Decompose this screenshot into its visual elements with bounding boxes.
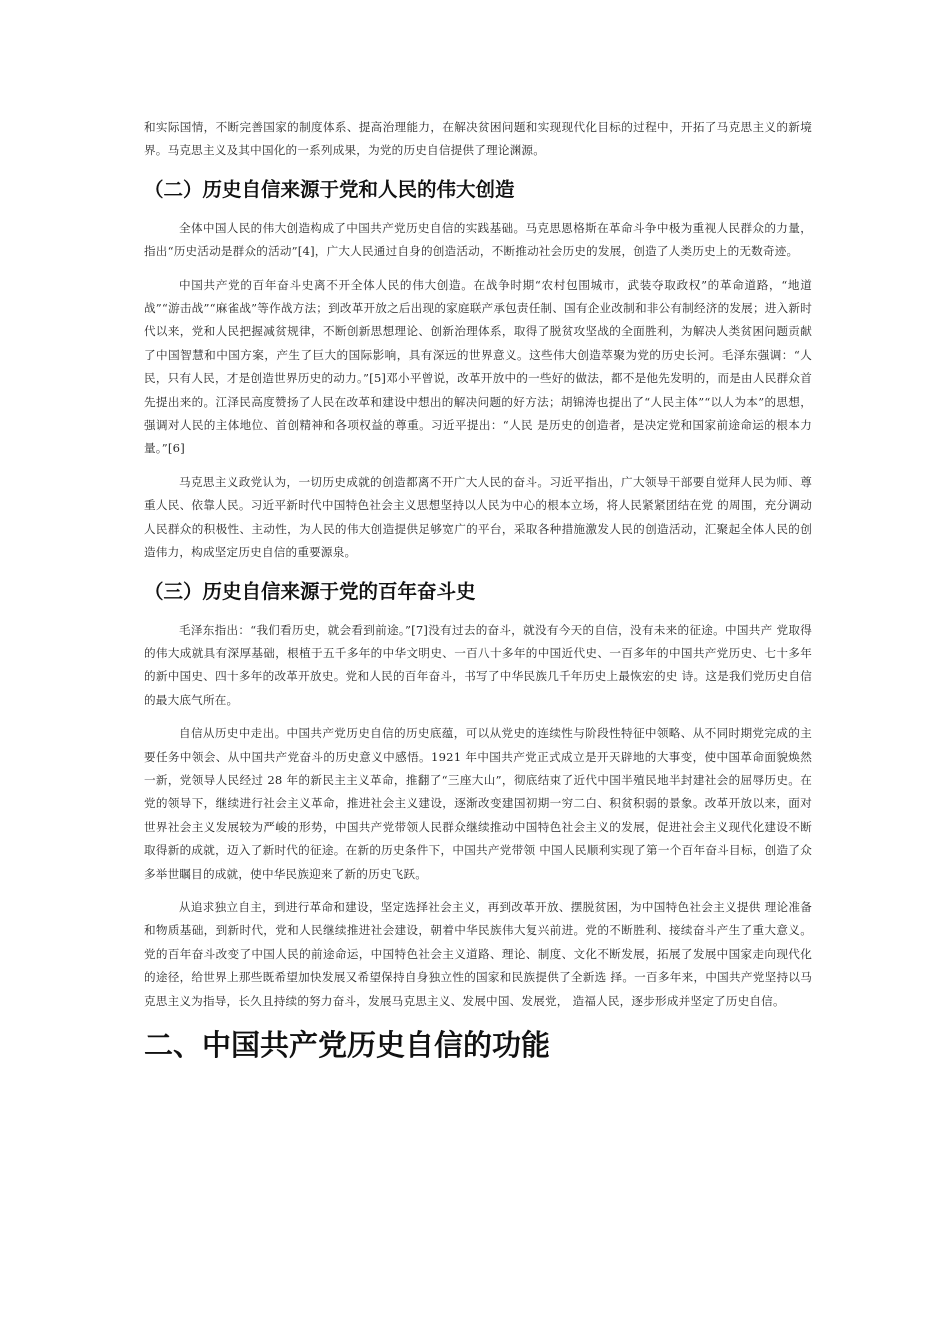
document-body	[144, 116, 812, 1065]
paragraph: 毛泽东指出：“我们看历史，就会看到前途。”[7]没有过去的奋斗，就没有今天的自信，没有未来的征途。中国共产 党取得的伟大成就具有深厚基础，根植于五千多年的中华文明史、一百八十多年的中国近代史、一百多年的中国共产党历史、七十多年的新中国史、四十多年的改革开放史。党和人民的百年奋斗，书写了中华民族几千年历史上最恢宏的史 诗。这是我们党历史自信的最大底气所在。	[144, 622, 812, 707]
subheading-people-creation: （二）历史自信来源于党和人民的伟大创造	[144, 177, 515, 201]
paragraph: 从追求独立自主，到进行革命和建设，坚定选择社会主义，再到改革开放、摆脱贫困，为中国特色社会主义提供 理论准备和物质基础，到新时代，党和人民继续推进社会建设，朝着中华民族伟大复兴前进。党的不断胜利、接续奋斗产生了重大意义。党的百年奋斗改变了中国人民的前途命运，中国特色社会主义道路、理论、制度、文化不断发展，拓展了发展中国家走向现代化的途径，给世界上那些既希望加快发展又希望保持自身独立性的国家和民族提供了全新选 择。一百多年来，中国共产党坚持以马克思主义为指导，长久且持续的努力奋斗，发展马克思主义、发展中国、发展党， 造福人民，逐步形成并坚定了历史自信。	[144, 899, 812, 1008]
paragraph: 自信从历史中走出。中国共产党历史自信的历史底蕴，可以从党史的连续性与阶段性特征中领略、从不同时期党完成的主要任务中领会、从中国共产党奋斗的历史意义中感悟。1921 年中国共产党正式成立是开天辟地的大事变，使中国革命面貌焕然一新，党领导人民经过 28 年的新民主主义革命，推翻了“三座大山”，彻底结束了近代中国半殖民地半封建社会的屈辱历史。在党的领导下，继续进行社会主义革命，推进社会主义建设，逐渐改变建国初期一穷二白、积贫积弱的景象。改革开放以来，面对世界社会主义发展较为严峻的形势，中国共产党带领人民群众继续推动中国特色社会主义的发展，促进社会主义现代化建设不断取得新的成就，迈入了新时代的征途。在新的历史条件下，中国共产党带领 中国人民顺利实现了第一个百年奋斗目标，创造了众多举世瞩目的成就，使中华民族迎来了新的历史飞跃。	[144, 726, 812, 881]
paragraph: 中国共产党的百年奋斗史离不开全体人民的伟大创造。在战争时期“农村包围城市，武装夺取政权”的革命道路，“地道战”“游击战”“麻雀战”等作战方法；到改革开放之后出现的家庭联产承包责任制、国有企业改制和非公有制经济的发展；进入新时代以来，党和人民把握减贫规律，不断创新思想理论、创新治理体系，取得了脱贫攻坚战的全面胜利，为解决人类贫困问题贡献了中国智慧和中国方案，产生了巨大的国际影响，具有深远的世界意义。这些伟大创造萃聚为党的历史长河。毛泽东强调：“人民，只有人民，才是创造世界历史的动力。”[5]邓小平曾说，改革开放中的一些好的做法，都不是他先发明的，而是由人民群众首先提出来的。江泽民高度赞扬了人民在改革和建设中想出的解决问题的好方法；胡锦涛也提出了“人民主体”“以人为本”的思想，强调对人民的主体地位、首创精神和各项权益的尊重。习近平提出：“人民 是历史的创造者，是决定党和国家前途命运的根本力量。”[6]	[144, 277, 812, 456]
section-heading-functions: 二、中国共产党历史自信的功能	[144, 1028, 551, 1062]
paragraph: 马克思主义政党认为，一切历史成就的创造都离不开广大人民的奋斗。习近平指出，广大领导干部要自觉拜人民为师、尊重人民、依靠人民。习近平新时代中国特色社会主义思想坚持以人民为中心的根本立场，将人民紧紧团结在党 的周围，充分调动人民群众的积极性、主动性，为人民的伟大创造提供足够宽广的平台，采取各种措施激发人民的创造活动，汇聚起全体人民的创造伟力，构成坚定历史自信的重要源泉。	[144, 474, 812, 560]
paragraph: 全体中国人民的伟大创造构成了中国共产党历史自信的实践基础。马克思恩格斯在革命斗争中极为重视人民群众的力量，指出“历史活动是群众的活动”[4]，广大人民通过自身的创造活动，不断推动社会历史的发展，创造了人类历史上的无数奇迹。	[144, 220, 812, 259]
paragraph-intro-continued: 和实际国情，不断完善国家的制度体系、提高治理能力，在解决贫困问题和实现现代化目标的过程中，开拓了马克思主义的新境界。马克思主义及其中国化的一系列成果，为党的历史自信提供了理论渊源。	[144, 120, 812, 158]
subheading-century-struggle: （三）历史自信来源于党的百年奋斗史	[144, 579, 476, 603]
